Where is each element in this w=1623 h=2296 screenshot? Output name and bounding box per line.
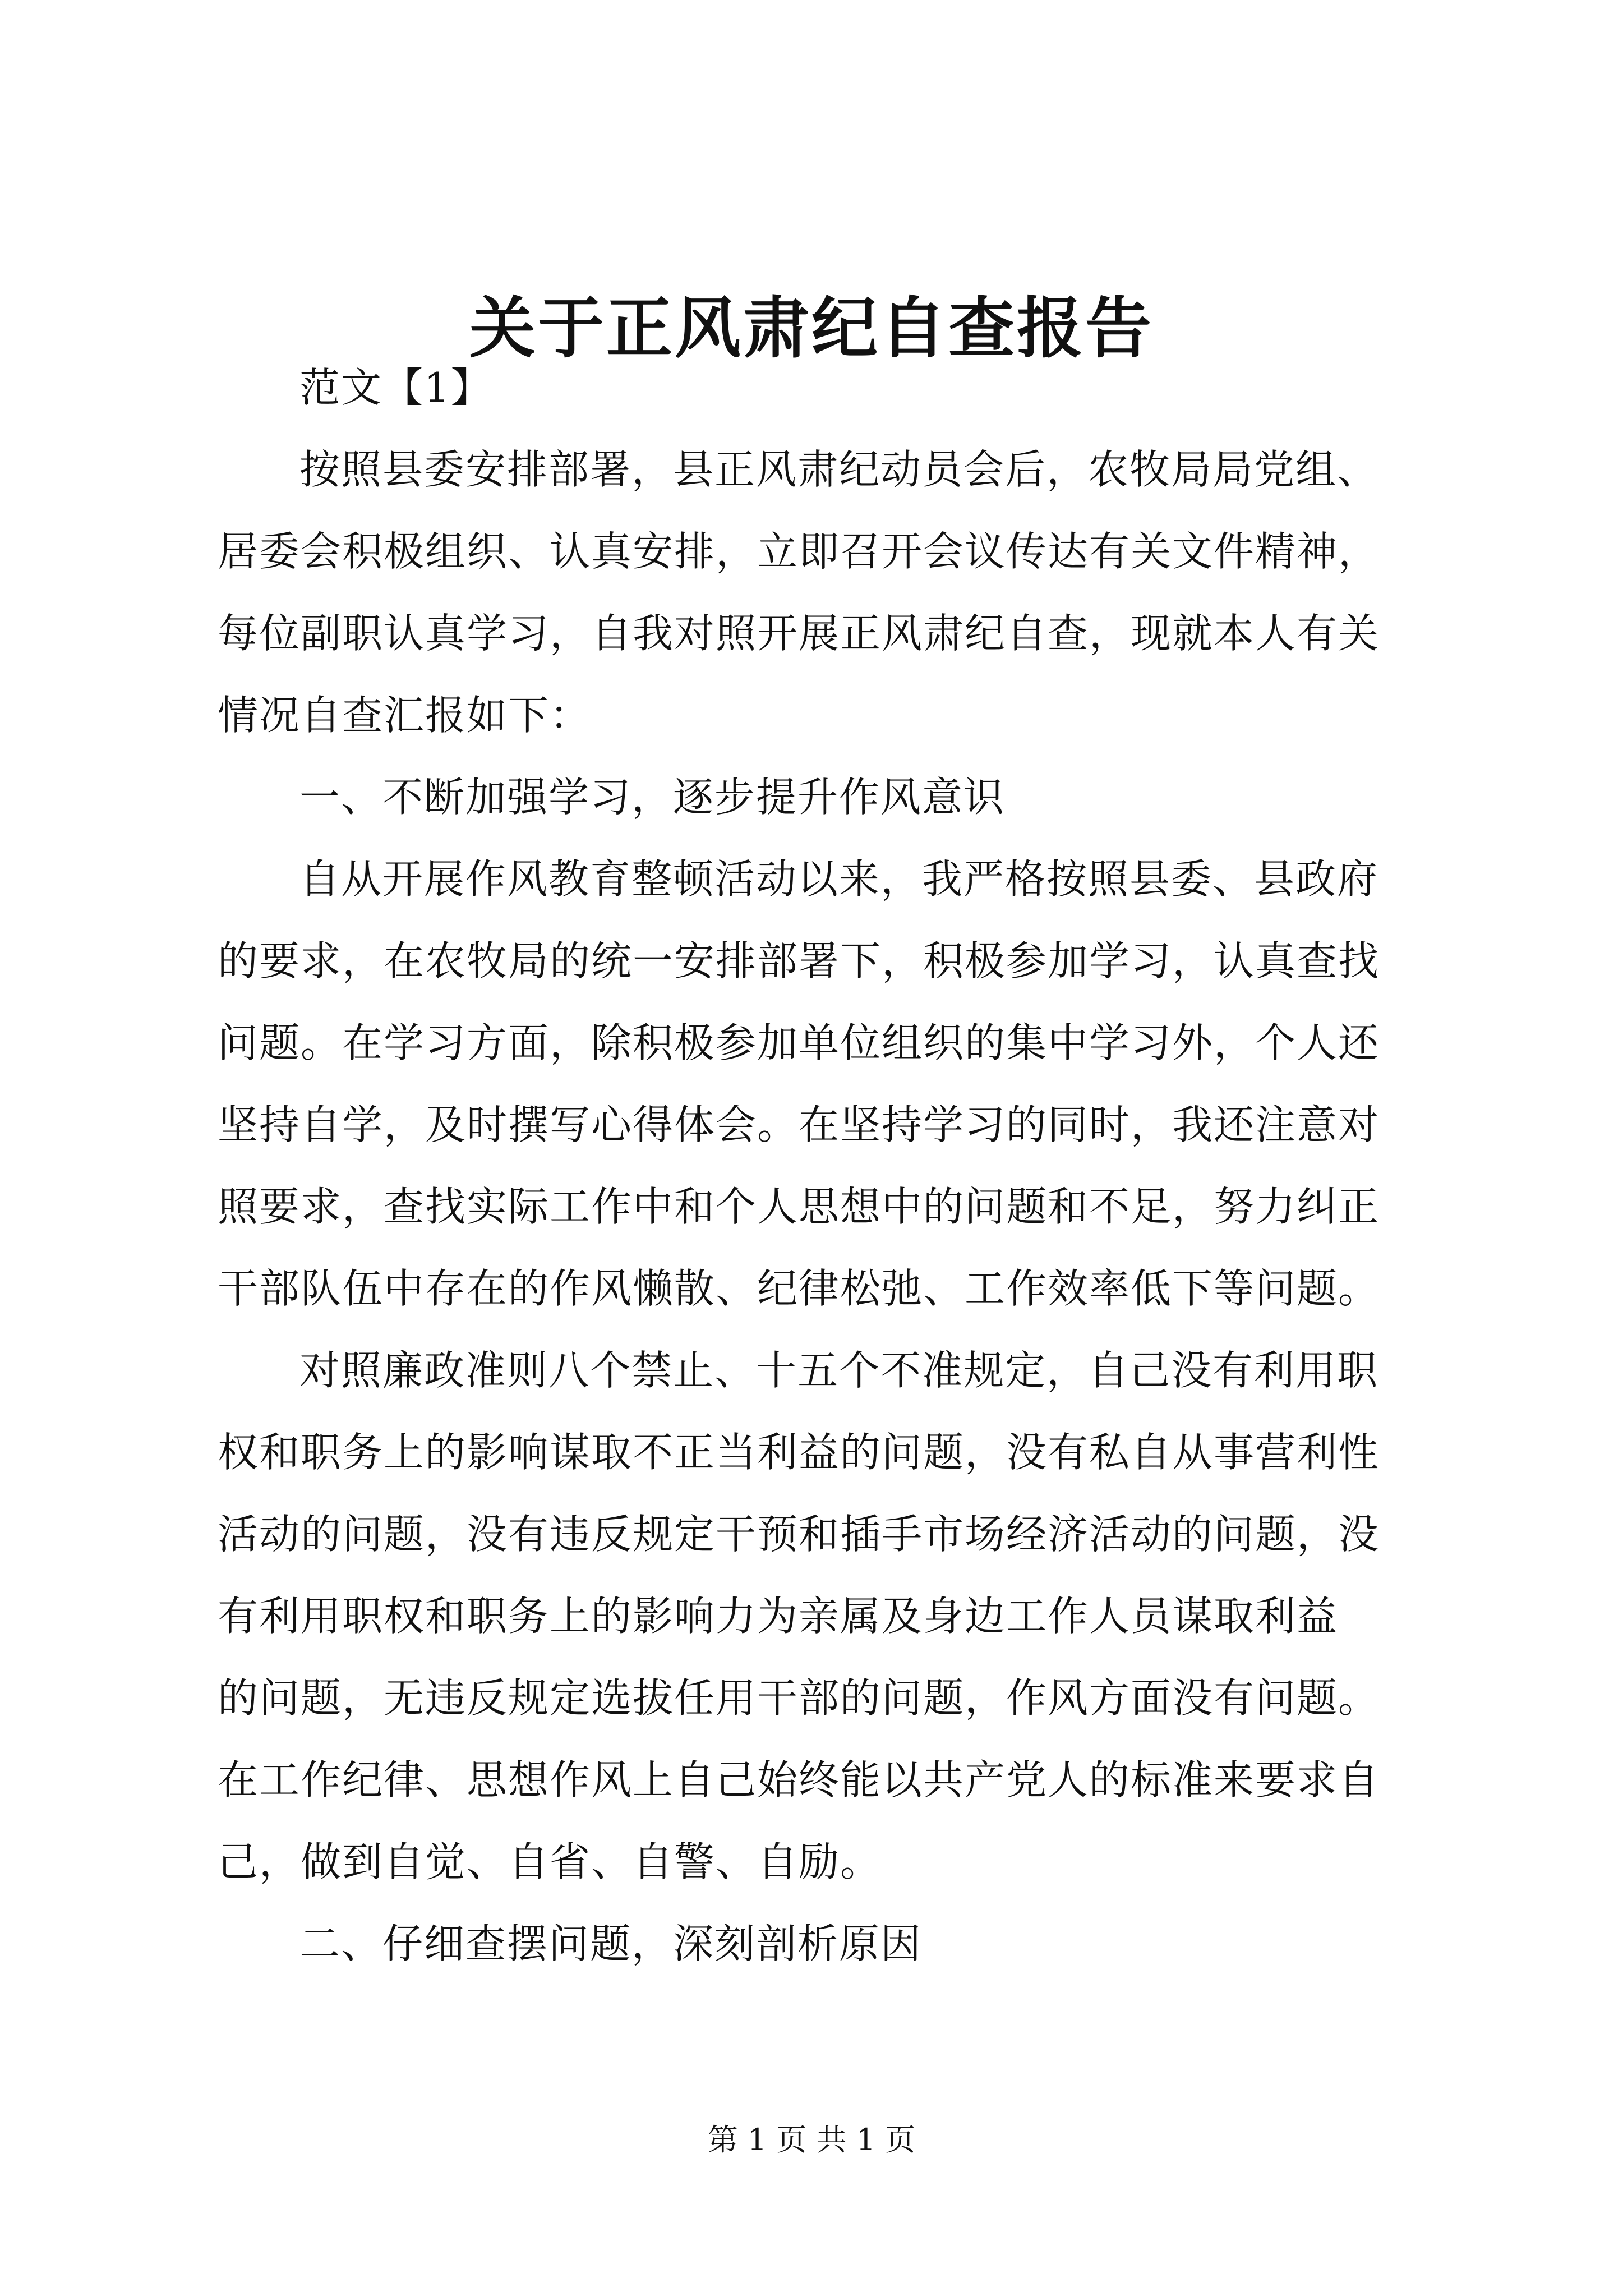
text-line: 范文【1】 (299, 364, 492, 411)
text-line: 照要求，查找实际工作中和个人思想中的问题和不足，努力纠正 (218, 1183, 1380, 1230)
text-line: 的要求，在农牧局的统一安排部署下，积极参加学习，认真查找 (218, 937, 1380, 984)
section-heading: 二、仔细查摆问题，深刻剖析原因 (299, 1920, 923, 1967)
text-line: 在工作纪律、思想作风上自己始终能以共产党人的标准来要求自 (218, 1756, 1380, 1803)
document-title: 关于正风肃纪自查报告 (469, 289, 1154, 367)
page-footer: 第 1 页 共 1 页 (707, 2122, 916, 2157)
text-line: 按照县委安排部署，县正风肃纪动员会后，农牧局局党组、 (299, 446, 1379, 493)
section-heading: 一、不断加强学习，逐步提升作风意识 (299, 774, 1006, 821)
text-line: 干部队伍中存在的作风懒散、纪律松弛、工作效率低下等问题。 (218, 1265, 1380, 1312)
text-line: 问题。在学习方面，除积极参加单位组织的集中学习外，个人还 (218, 1019, 1380, 1066)
text-line: 己，做到自觉、自省、自警、自励。 (218, 1838, 882, 1885)
text-line: 每位副职认真学习，自我对照开展正风肃纪自查，现就本人有关 (218, 610, 1380, 657)
text-line: 坚持自学，及时撰写心得体会。在坚持学习的同时，我还注意对 (218, 1101, 1380, 1148)
text-line: 活动的问题，没有违反规定干预和插手市场经济活动的问题，没 (218, 1511, 1380, 1558)
text-line: 有利用职权和职务上的影响力为亲属及身边工作人员谋取利益 (218, 1593, 1339, 1640)
text-line: 居委会积极组织、认真安排，立即召开会议传达有关文件精神， (218, 528, 1380, 575)
text-line: 对照廉政准则八个禁止、十五个不准规定，自己没有利用职 (299, 1347, 1379, 1394)
text-line: 权和职务上的影响谋取不正当利益的问题，没有私自从事营利性 (218, 1429, 1380, 1476)
text-line: 情况自查汇报如下： (218, 692, 592, 739)
document-body (218, 347, 1432, 1985)
text-line: 的问题，无违反规定选拔任用干部的问题，作风方面没有问题。 (218, 1674, 1380, 1722)
text-line: 自从开展作风教育整顿活动以来，我严格按照县委、县政府 (299, 855, 1379, 903)
